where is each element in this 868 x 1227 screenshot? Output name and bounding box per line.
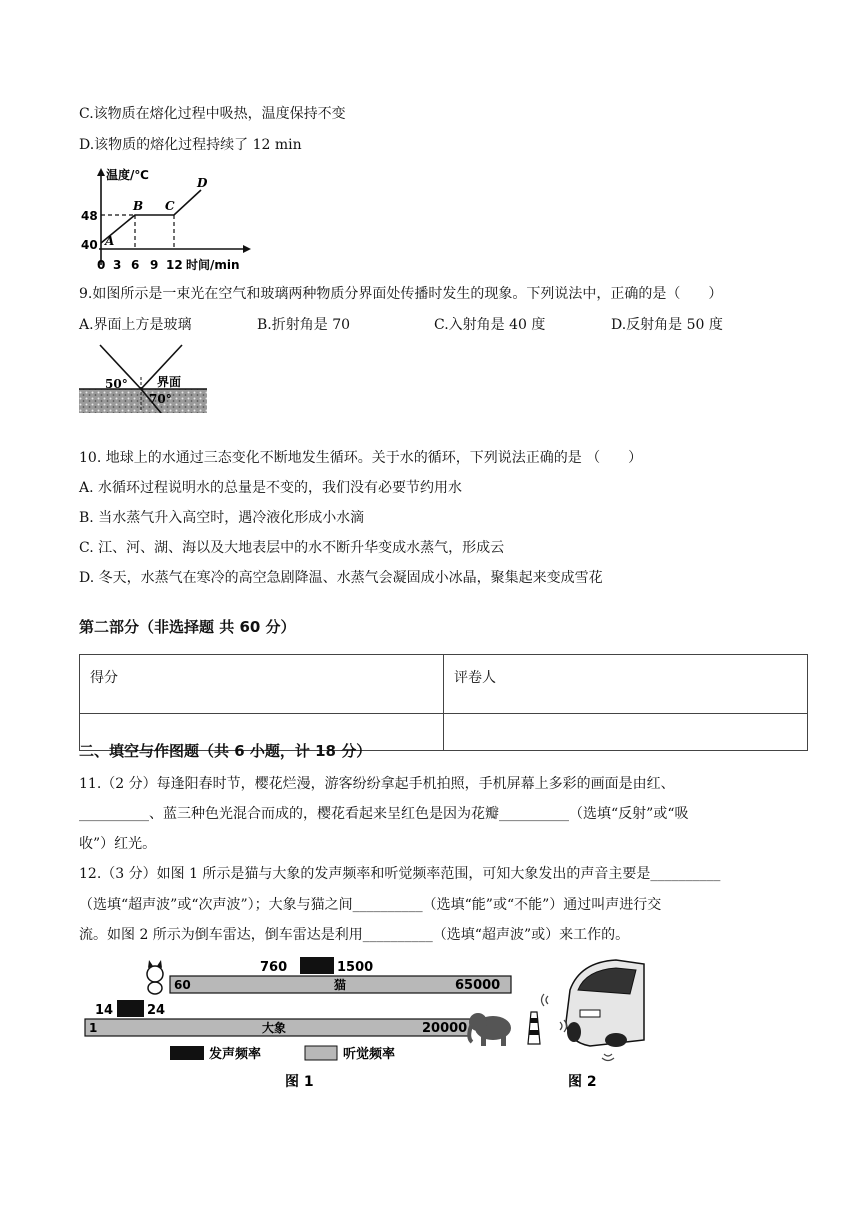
section-2-heading: 二、填空与作图题（共 6 小题，计 18 分） [79,742,372,760]
interface-label: 界面 [157,375,182,389]
angle-70-label: 70° [149,392,172,406]
elephant-icon [469,1013,511,1046]
q10-option-c: C. 江、河、湖、海以及大地表层中的水不断升华变成水蒸气，形成云 [79,540,505,556]
point-c: C [165,199,175,213]
refraction-figure [79,343,207,413]
cat-hear-low: 60 [174,978,191,992]
point-b: B [133,199,144,213]
melting-graph [79,165,254,273]
elephant-hear-high: 20000 [422,1021,468,1036]
figure-1-caption: 图 1 [285,1074,314,1090]
q9-option-b: B.折射角是 70 [257,317,351,333]
grader-label: 评卷人 [444,655,808,714]
elephant-hear-low: 1 [89,1021,98,1035]
angle-50-label: 50° [105,377,128,391]
q10-option-b: B. 当水蒸气升入高空时，遇冷液化形成小水滴 [79,510,365,526]
elephant-emit-high: 24 [147,1003,166,1018]
figure-2-caption: 图 2 [568,1074,597,1090]
cat-emit-bar [300,957,334,974]
legend-hear-label: 听觉频率 [343,1047,396,1062]
q10-option-d: D. 冬天，水蒸气在寒冷的高空急剧降温、水蒸气会凝固成小冰晶，聚集起来变成雪花 [79,570,603,586]
q9-option-a: A.界面上方是玻璃 [79,317,192,333]
radar-figure [520,956,648,1096]
question-12-line2: （选填“超声波”或“次声波”）；大象与猫之间__________（选填“能”或“不能”）通过叫声进行交 [79,897,662,913]
question-11-line3: 收”）红光。 [79,836,157,852]
question-9: 9.如图所示是一束光在空气和玻璃两种物质分界面处传播时发生的现象。下列说法中，正确的是（ ） [79,286,723,302]
question-11-line2: __________、蓝三种色光混合而成的，樱花看起来呈红色是因为花瓣__________（选填“反射”或“吸 [79,806,689,822]
cat-hear-high: 65000 [455,978,501,993]
cat-icon [147,960,163,994]
graph-ylabel: 温度/℃ [106,168,149,182]
option-d: D.该物质的熔化过程持续了 12 min [79,137,302,153]
question-12-line1: 12.（3 分）如图 1 所示是猫与大象的发声频率和听觉频率范围，可知大象发出的声音主要是__________ [79,866,721,882]
q9-option-c: C.入射角是 40 度 [434,317,546,333]
xtick-0: 0 [97,258,106,272]
question-10: 10. 地球上的水通过三态变化不断地发生循环。关于水的循环，下列说法正确的是 （ ） [79,450,643,466]
cat-label: 猫 [334,978,347,992]
ytick-48: 48 [81,209,98,223]
xtick-9: 9 [150,258,159,272]
point-a: A [105,234,115,248]
option-c: C.该物质在熔化过程中吸热，温度保持不变 [79,106,346,122]
cat-emit-low: 760 [260,960,288,975]
question-12-line3: 流。如图 2 所示为倒车雷达，倒车雷达是利用__________（选填“超声波”或）来工作的。 [79,927,630,943]
elephant-emit-low: 14 [95,1003,114,1018]
question-11-line1: 11.（2 分）每逢阳春时节，樱花烂漫，游客纷纷拿起手机拍照，手机屏幕上多彩的画面是由红、 [79,776,675,792]
xtick-3: 3 [113,258,122,272]
part-2-heading: 第二部分（非选择题 共 60 分） [79,618,296,636]
car-icon [566,960,644,1047]
legend-hear-swatch [305,1046,337,1060]
q9-option-d: D.反射角是 50 度 [611,317,723,333]
graph-xlabel: 时间/min [186,258,240,272]
legend-emit-label: 发声频率 [209,1047,262,1062]
frequency-figure [79,956,519,1096]
q10-option-a: A. 水循环过程说明水的总量是不变的，我们没有必要节约用水 [79,480,463,496]
grader-cell[interactable] [444,714,808,751]
xtick-12: 12 [166,258,183,272]
elephant-emit-bar [117,1000,144,1017]
xtick-6: 6 [131,258,140,272]
elephant-label: 大象 [262,1021,287,1035]
score-table [79,654,808,751]
cat-emit-high: 1500 [337,960,374,975]
point-d: D [197,176,208,190]
legend-emit-swatch [170,1046,204,1060]
score-label: 得分 [80,655,444,714]
ytick-40: 40 [81,238,98,252]
traffic-cone-icon [528,1012,540,1044]
